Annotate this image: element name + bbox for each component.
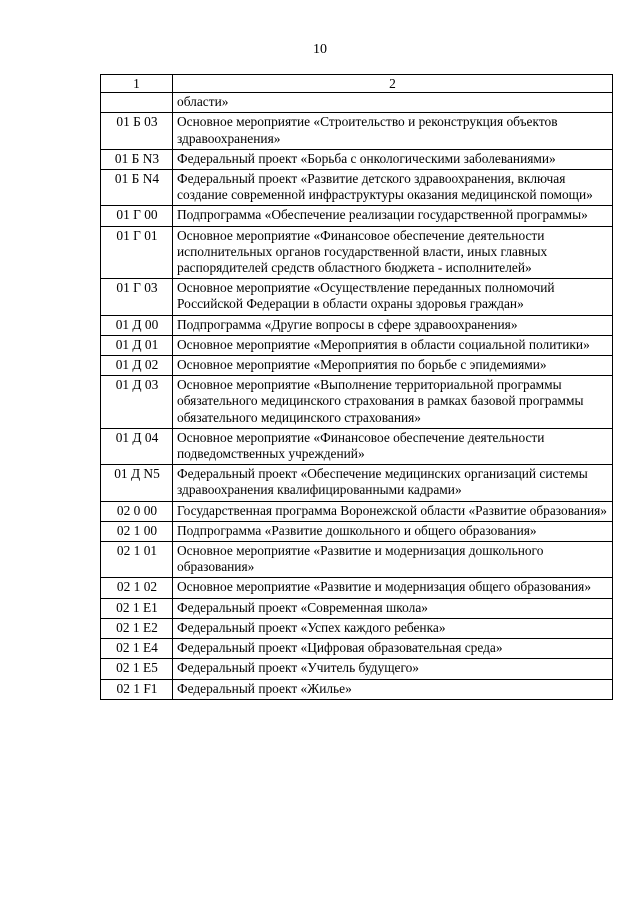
table-row bbox=[101, 226, 613, 279]
row-description: области» bbox=[173, 93, 613, 113]
row-code bbox=[101, 93, 173, 113]
row-description: Основное мероприятие «Выполнение территориальной программы обязательного медицинского страхования в рамках базовой программы обязательного медицинского страхования» bbox=[173, 376, 613, 429]
table-row bbox=[101, 315, 613, 335]
row-code: 01 Б 03 bbox=[101, 113, 173, 149]
row-description: Основное мероприятие «Осуществление переданных полномочий Российской Федерации в области охраны здоровья граждан» bbox=[173, 279, 613, 315]
row-code: 01 Б N4 bbox=[101, 170, 173, 206]
row-description: Подпрограмма «Развитие дошкольного и общего образования» bbox=[173, 521, 613, 541]
table-row bbox=[101, 639, 613, 659]
row-code: 02 1 E4 bbox=[101, 639, 173, 659]
row-code: 01 Б N3 bbox=[101, 149, 173, 169]
row-code: 02 1 E1 bbox=[101, 598, 173, 618]
row-description: Основное мероприятие «Строительство и реконструкция объектов здравоохранения» bbox=[173, 113, 613, 149]
row-code: 01 Г 03 bbox=[101, 279, 173, 315]
row-code: 01 Д 01 bbox=[101, 335, 173, 355]
row-description: Основное мероприятие «Развитие и модернизация общего образования» bbox=[173, 578, 613, 598]
table-row bbox=[101, 659, 613, 679]
table-row bbox=[101, 465, 613, 501]
row-code: 02 1 02 bbox=[101, 578, 173, 598]
row-description: Федеральный проект «Успех каждого ребенка» bbox=[173, 618, 613, 638]
row-code: 02 1 E2 bbox=[101, 618, 173, 638]
table-row bbox=[101, 598, 613, 618]
row-code: 01 Д 00 bbox=[101, 315, 173, 335]
row-description: Основное мероприятие «Финансовое обеспечение деятельности подведомственных учреждений» bbox=[173, 428, 613, 464]
table-row bbox=[101, 93, 613, 113]
row-code: 01 Г 00 bbox=[101, 206, 173, 226]
table-row bbox=[101, 170, 613, 206]
row-code: 02 1 E5 bbox=[101, 659, 173, 679]
row-code: 01 Д 02 bbox=[101, 356, 173, 376]
table-row bbox=[101, 542, 613, 578]
row-description: Подпрограмма «Другие вопросы в сфере здравоохранения» bbox=[173, 315, 613, 335]
column-header-code: 1 bbox=[101, 75, 173, 93]
row-code: 02 0 00 bbox=[101, 501, 173, 521]
row-description: Основное мероприятие «Мероприятия в области социальной политики» bbox=[173, 335, 613, 355]
table-row bbox=[101, 149, 613, 169]
row-description: Подпрограмма «Обеспечение реализации государственной программы» bbox=[173, 206, 613, 226]
row-code: 02 1 00 bbox=[101, 521, 173, 541]
row-description: Основное мероприятие «Финансовое обеспечение деятельности исполнительных органов государственной власти, иных главных распорядителей средств областного бюджета - исполнителей» bbox=[173, 226, 613, 279]
row-description: Федеральный проект «Развитие детского здравоохранения, включая создание современной инфраструктуры оказания медицинской помощи» bbox=[173, 170, 613, 206]
budget-code-table bbox=[100, 74, 613, 700]
row-code: 01 Д 04 bbox=[101, 428, 173, 464]
table-row bbox=[101, 279, 613, 315]
row-description: Федеральный проект «Цифровая образовательная среда» bbox=[173, 639, 613, 659]
column-header-description: 2 bbox=[173, 75, 613, 93]
row-description: Основное мероприятие «Мероприятия по борьбе с эпидемиями» bbox=[173, 356, 613, 376]
table-header-row bbox=[101, 75, 613, 93]
table-row bbox=[101, 501, 613, 521]
table-row bbox=[101, 578, 613, 598]
row-description: Федеральный проект «Борьба с онкологическими заболеваниями» bbox=[173, 149, 613, 169]
row-code: 01 Г 01 bbox=[101, 226, 173, 279]
table-row bbox=[101, 618, 613, 638]
row-code: 01 Д N5 bbox=[101, 465, 173, 501]
row-description: Федеральный проект «Обеспечение медицинских организаций системы здравоохранения квалифицированными кадрами» bbox=[173, 465, 613, 501]
table-row bbox=[101, 376, 613, 429]
row-code: 02 1 01 bbox=[101, 542, 173, 578]
table-row bbox=[101, 428, 613, 464]
page-number: 10 bbox=[313, 42, 327, 57]
row-description: Государственная программа Воронежской области «Развитие образования» bbox=[173, 501, 613, 521]
row-description: Федеральный проект «Учитель будущего» bbox=[173, 659, 613, 679]
table-row bbox=[101, 356, 613, 376]
row-code: 01 Д 03 bbox=[101, 376, 173, 429]
table-row bbox=[101, 521, 613, 541]
row-description: Основное мероприятие «Развитие и модернизация дошкольного образования» bbox=[173, 542, 613, 578]
table-row bbox=[101, 113, 613, 149]
table-row bbox=[101, 206, 613, 226]
row-description: Федеральный проект «Современная школа» bbox=[173, 598, 613, 618]
row-code: 02 1 F1 bbox=[101, 679, 173, 699]
table-row bbox=[101, 679, 613, 699]
row-description: Федеральный проект «Жилье» bbox=[173, 679, 613, 699]
table-row bbox=[101, 335, 613, 355]
